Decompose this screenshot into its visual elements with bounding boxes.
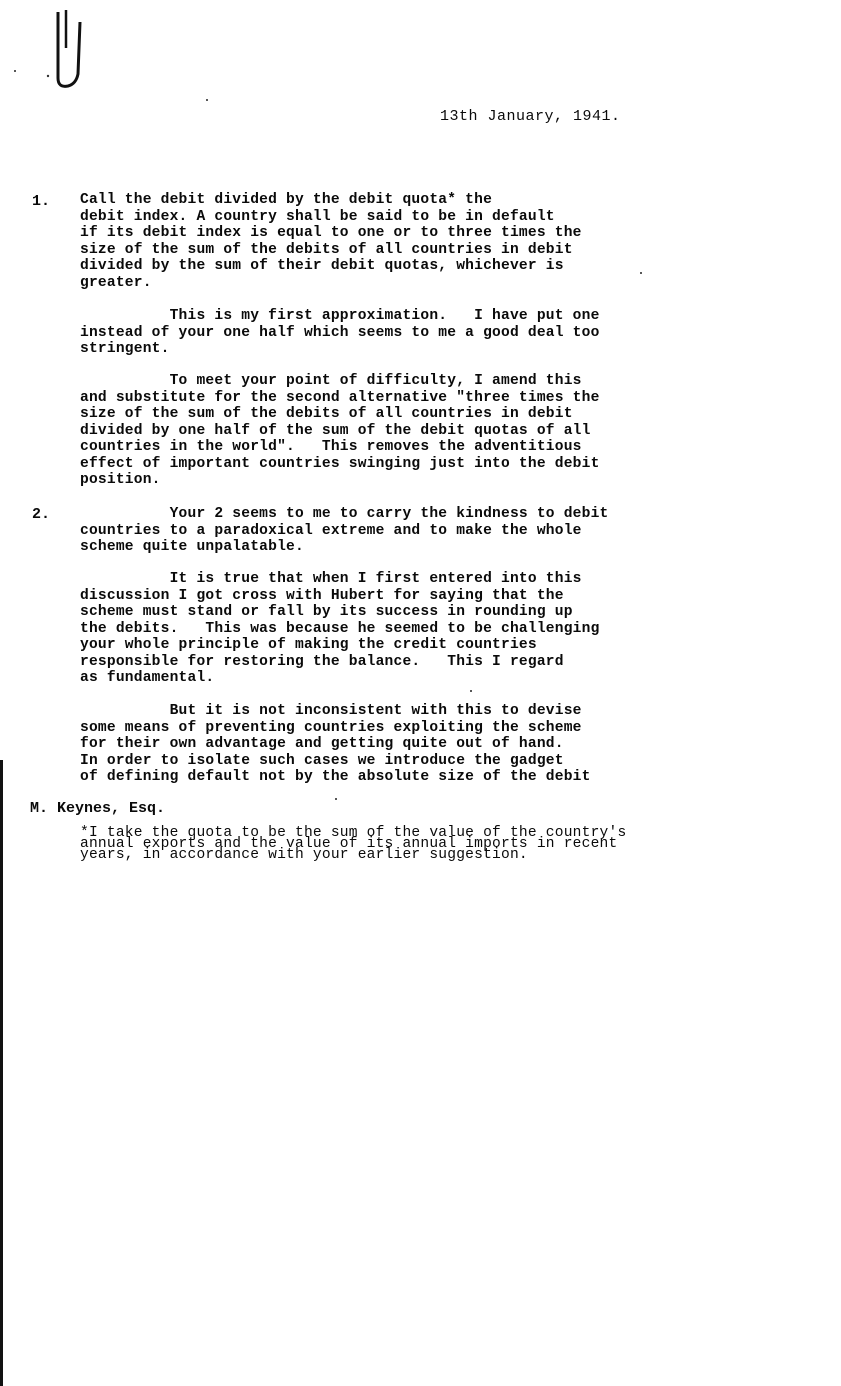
point2-gadget-paragraph: But it is not inconsistent with this to devise some means of preventing countries exploiting the scheme for their own advantage and getting quite out of hand. In order to isolate such cases we introduce the gadget of defining default not by the absolute size of the debit (80, 703, 591, 785)
point2-response-paragraph: Your 2 seems to me to carry the kindness to debit countries to a paradoxical extreme and to make the whole scheme quite unpalatable. (80, 506, 609, 555)
point1-amendment-paragraph: To meet your point of difficulty, I amend this and substitute for the second alternative "three times the size of the sum of the debits of all countries in debit divided by one half of the sum of the debit quotas of all countries in the world". This removes the adventitious effect of important countries swinging just into the debit position. (80, 373, 600, 488)
point1-definition-paragraph: Call the debit divided by the debit quota* the debit index. A country shall be said to be in default if its debit index is equal to one or to three times the size of the sum of the debits of all countries in debit divided by the sum of their debit quotas, whichever is greater. (80, 192, 582, 291)
point-number-1: 1. (32, 193, 51, 210)
scan-edge-shadow (0, 760, 3, 1386)
point-number-2: 2. (32, 506, 51, 523)
point1-approximation-paragraph: This is my first approximation. I have put one instead of your one half which seems to me a good deal too stringent. (80, 308, 600, 357)
quota-footnote: *I take the quota to be the sum of the value of the country's annual exports and the value of its annual imports in recent years, in accordance with your earlier suggestion. (80, 825, 627, 863)
letter-date: 13th January, 1941. (440, 108, 621, 125)
faint-bleed-through-line (186, 176, 656, 190)
scan-speck (206, 99, 208, 101)
paper-clip-mark (38, 8, 88, 90)
scan-speck (335, 798, 337, 800)
point2-discussion-paragraph: It is true that when I first entered into this discussion I got cross with Hubert for saying that the scheme must stand or fall by its success in rounding up the debits. This was because he seemed to be challenging your whole principle of making the credit countries responsible for restoring the balance. This I regard as fundamental. (80, 571, 600, 686)
scan-speck (640, 272, 642, 274)
scan-speck (470, 690, 472, 692)
scan-speck (14, 70, 16, 72)
addressee-line: M. Keynes, Esq. (30, 800, 166, 817)
